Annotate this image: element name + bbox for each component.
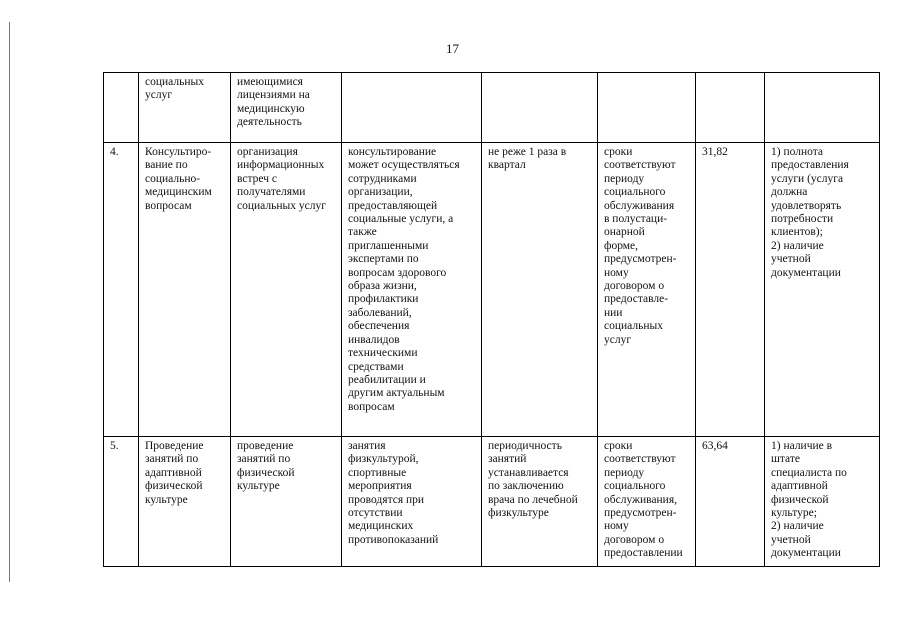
cell-description <box>342 73 482 143</box>
cell-provision: проведение занятий по физической культуре <box>231 437 342 567</box>
cell-service-name: Консультиро- вание по социально- медицинским вопросам <box>139 143 231 437</box>
cell-provision: имеющимися лицензиями на медицинскую деятельность <box>231 73 342 143</box>
cell-indicators: 1) полнота предоставления услуги (услуга должна удовлетворять потребности клиентов); 2) наличие учетной документации <box>765 143 880 437</box>
cell-number: 5. <box>104 437 139 567</box>
cell-cost <box>696 73 765 143</box>
page-margin-rule <box>9 22 10 582</box>
cell-description: занятия физкультурой, спортивные мероприятия проводятся при отсутствии медицинских противопоказаний <box>342 437 482 567</box>
cell-provision: организация информационных встреч с получателями социальных услуг <box>231 143 342 437</box>
cell-periodicity: не реже 1 раза в квартал <box>482 143 598 437</box>
cell-cost: 63,64 <box>696 437 765 567</box>
cell-description: консультирование может осуществляться сотрудниками организации, предоставляющей социальные услуги, а также приглашенными экспертами по вопросам здорового образа жизни, профилактики заболеваний, обеспечения инвалидов техническими средствами реабилитации и другим актуальным вопросам <box>342 143 482 437</box>
cell-indicators <box>765 73 880 143</box>
cell-cost: 31,82 <box>696 143 765 437</box>
cell-periodicity <box>482 73 598 143</box>
cell-terms <box>598 73 696 143</box>
table-row <box>104 73 880 143</box>
cell-terms: сроки соответствуют периоду социального обслуживания, предусмотрен- ному договором о предоставлении <box>598 437 696 567</box>
cell-number: 4. <box>104 143 139 437</box>
cell-periodicity: периодичность занятий устанавливается по заключению врача по лечебной физкультуре <box>482 437 598 567</box>
cell-terms: сроки соответствуют периоду социального обслуживания в полустаци- онарной форме, предусмотрен- ному договором о предоставле- нии социальных услуг <box>598 143 696 437</box>
services-table <box>103 72 880 567</box>
cell-number <box>104 73 139 143</box>
cell-indicators: 1) наличие в штате специалиста по адаптивной физической культуре; 2) наличие учетной документации <box>765 437 880 567</box>
table-row <box>104 437 880 567</box>
cell-service-name: социальных услуг <box>139 73 231 143</box>
table-row <box>104 143 880 437</box>
page-number: 17 <box>446 41 459 56</box>
cell-service-name: Проведение занятий по адаптивной физической культуре <box>139 437 231 567</box>
